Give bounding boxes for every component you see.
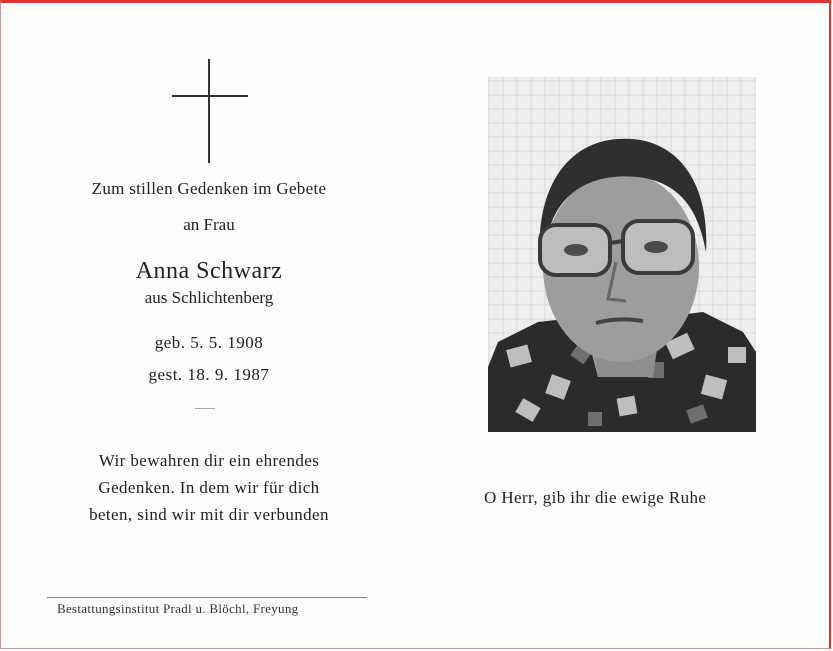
cross-vertical-bar bbox=[208, 59, 210, 163]
verse-line: Gedenken. In dem wir für dich bbox=[98, 478, 320, 497]
origin-text: aus Schlichtenberg bbox=[144, 288, 274, 307]
intro-text: Zum stillen Gedenken im Gebete bbox=[91, 179, 327, 198]
prayer-text: O Herr, gib ihr die ewige Ruhe bbox=[484, 488, 707, 507]
salutation-text: an Frau bbox=[183, 215, 235, 234]
portrait-figure bbox=[488, 77, 756, 432]
birth-date: geb. 5. 5. 1908 bbox=[154, 333, 264, 352]
deceased-name: Anna Schwarz bbox=[135, 258, 283, 284]
verse-line: Wir bewahren dir ein ehrendes bbox=[98, 451, 320, 470]
cross-horizontal-bar bbox=[172, 95, 248, 97]
death-date: gest. 18. 9. 1987 bbox=[148, 365, 270, 384]
funeral-home-footer: Bestattungsinstitut Pradl u. Blöchl, Freyung bbox=[57, 601, 299, 616]
portrait-photo bbox=[488, 77, 756, 432]
divider bbox=[195, 408, 215, 409]
footer-rule bbox=[47, 597, 367, 598]
verse-line: beten, sind wir mit dir verbunden bbox=[89, 505, 329, 524]
